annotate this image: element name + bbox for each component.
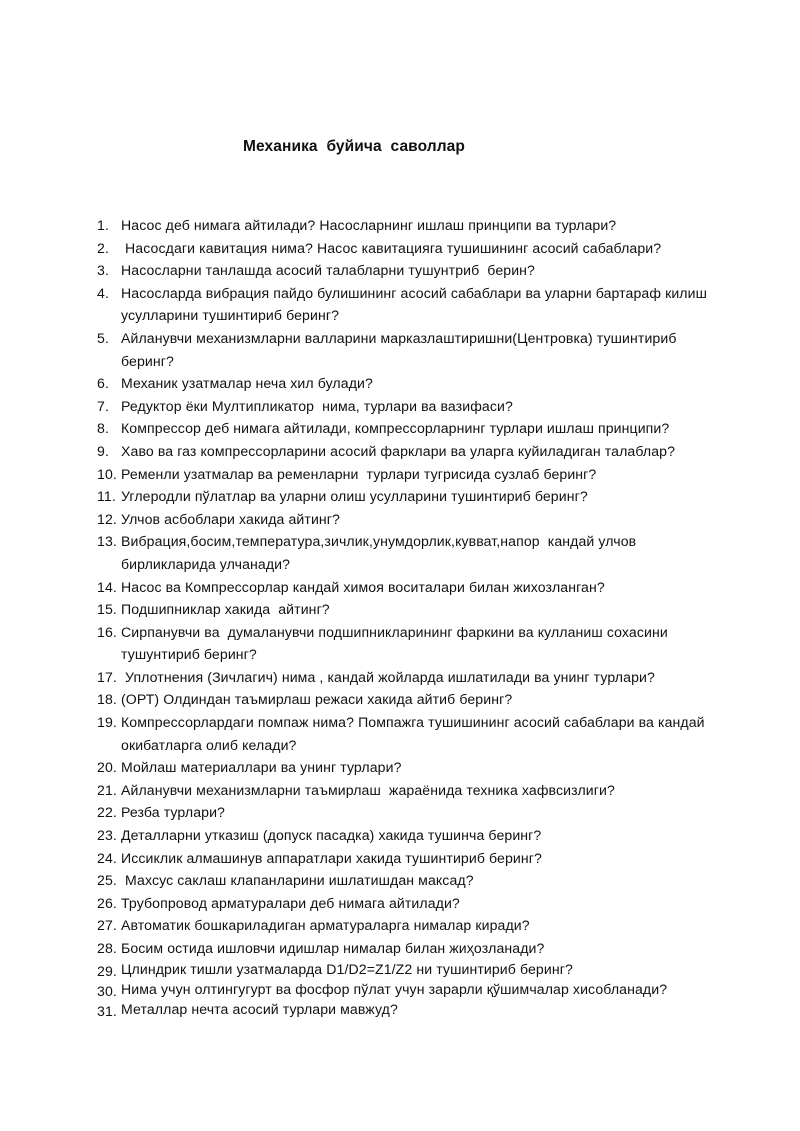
question-item [97, 214, 717, 237]
question-number: 5. [97, 329, 109, 346]
question-item [97, 801, 717, 824]
question-number: 3. [97, 262, 109, 279]
question-item [97, 914, 717, 937]
question-number: 21. [97, 781, 117, 798]
question-number: 11. [97, 488, 116, 505]
question-text: Улчов асбоблари хакида айтинг? [121, 510, 340, 527]
question-text: Компрессорлардаги помпаж нима? Помпажга тушишининг асосий сабаблари ва кандай окибатларга олиб келади? [121, 714, 709, 753]
question-text: Металлар нечта асосий турлари мавжуд? [121, 1000, 398, 1017]
question-item [97, 372, 717, 395]
question-number: 7. [97, 397, 109, 414]
question-item [97, 485, 717, 508]
question-text: Цлиндрик тишли узатмаларда D1/D2=Z1/Z2 ни тушинтириб беринг? [121, 960, 573, 977]
question-number: 4. [97, 284, 109, 301]
question-text: Редуктор ёки Мултипликатор нима, турлари ва вазифаси? [121, 397, 513, 414]
question-number: 29. [97, 962, 117, 979]
question-item [97, 417, 717, 440]
question-item [97, 530, 717, 575]
question-number: 20. [97, 759, 117, 776]
question-text: Подшипниклар хакида айтинг? [121, 601, 330, 618]
question-number: 9. [97, 442, 109, 459]
question-item [97, 576, 717, 599]
question-number: 31. [97, 1002, 117, 1019]
question-number: 6. [97, 375, 109, 392]
question-item [97, 779, 717, 802]
question-text: Насосдаги кавитация нима? Насос кавитацияга тушишининг асосий сабаблари? [121, 239, 662, 256]
question-text: Насос деб нимага айтилади? Насосларнинг ишлаш принципи ва турлари? [121, 217, 617, 233]
question-text: Уплотнения (Зичлагич) нима , кандай жойларда ишлатилади ва унинг турлари? [121, 668, 655, 685]
question-item [97, 237, 717, 260]
question-item [97, 960, 717, 980]
question-text: Айланувчи механизмларни валларини марказлаштиришни(Центровка) тушинтириб беринг? [121, 329, 681, 369]
question-item [97, 440, 717, 463]
question-number: 17. [97, 668, 117, 685]
question-text: Махсус саклаш клапанларини ишлатишдан максад? [121, 872, 474, 889]
question-item [97, 869, 717, 892]
question-text: Автоматик бошкариладиган арматураларга нималар киради? [121, 917, 530, 934]
question-text: Насос ва Компрессорлар кандай химоя воситалари билан жихозланган? [121, 578, 605, 595]
question-text: Хаво ва газ компрессорларини асосий фарклари ва уларга куйиладиган талаблар? [121, 442, 676, 459]
question-text: Мойлаш материаллари ва унинг турлари? [121, 759, 402, 776]
question-number: 14. [97, 578, 117, 595]
question-number: 19. [97, 714, 117, 731]
question-item [97, 980, 717, 1000]
question-item [97, 463, 717, 486]
question-text: Сирпанувчи ва думаланувчи подшипникларининг фаркини ва кулланиш сохасини тушунтириб беринг? [121, 623, 672, 663]
question-number: 16. [97, 623, 117, 640]
question-text: Насосларда вибрация пайдо булишининг асосий сабаблари ва уларни бартараф килиш усулларини тушинтириб беринг? [121, 284, 712, 324]
question-item [97, 598, 717, 621]
question-number: 18. [97, 691, 117, 708]
question-text: Насосларни танлашда асосий талабларни тушунтриб берин? [121, 262, 535, 279]
question-number: 1. [97, 217, 109, 233]
question-number: 27. [97, 917, 117, 934]
question-item [97, 711, 717, 756]
document-title: Механика буйича саволлар [243, 138, 465, 155]
question-item [97, 666, 717, 689]
question-number: 2. [97, 239, 109, 256]
question-item [97, 824, 717, 847]
question-number: 22. [97, 804, 117, 821]
question-number: 30. [97, 982, 117, 999]
question-text: Механик узатмалар неча хил булади? [121, 375, 373, 392]
question-text: Нима учун олтингугурт ва фосфор пўлат учун зарарли қўшимчалар хисобланади? [121, 980, 668, 997]
question-item [97, 756, 717, 779]
question-item [97, 847, 717, 870]
question-text: Резба турлари? [121, 804, 225, 821]
question-text: Иссиклик алмашинув аппаратлари хакида тушинтириб беринг? [121, 849, 542, 866]
question-item [97, 937, 717, 960]
question-item [97, 688, 717, 711]
question-number: 23. [97, 827, 117, 844]
question-item [97, 892, 717, 915]
question-text: Трубопровод арматуралари деб нимага айтилади? [121, 894, 460, 911]
question-item [97, 621, 717, 666]
question-text: Ременли узатмалар ва ременларни турлари тугрисида сузлаб беринг? [121, 465, 597, 482]
question-item [97, 259, 717, 282]
question-list [97, 214, 717, 1020]
question-number: 24. [97, 849, 117, 866]
question-number: 13. [97, 533, 117, 550]
question-text: Вибрация,босим,температура,зичлик,унумдорлик,кувват,напор кандай улчов бирликларида улчанади? [121, 533, 641, 572]
question-item [97, 395, 717, 418]
question-text: Углеродли пўлатлар ва уларни олиш усулларини тушинтириб беринг? [121, 488, 588, 505]
question-number: 12. [97, 510, 117, 527]
question-number: 10. [97, 465, 117, 482]
question-number: 26. [97, 894, 117, 911]
question-item [97, 327, 717, 372]
question-text: (ОРТ) Олдиндан таъмирлаш режаси хакида айтиб беринг? [121, 691, 513, 708]
question-item [97, 508, 717, 531]
question-number: 25. [97, 872, 117, 889]
question-item [97, 1000, 717, 1020]
question-text: Айланувчи механизмларни таъмирлаш жараёнида техника хафвсизлиги? [121, 781, 615, 798]
question-item [97, 282, 717, 327]
question-number: 28. [97, 940, 117, 956]
question-text: Деталларни утказиш (допуск пасадка) хакида тушинча беринг? [121, 827, 542, 844]
question-number: 8. [97, 420, 109, 437]
question-text: Босим остида ишловчи идишлар нималар билан жиҳозланади? [121, 940, 545, 956]
question-text: Компрессор деб нимага айтилади, компрессорларнинг турлари ишлаш принципи? [121, 420, 670, 437]
question-number: 15. [97, 601, 117, 618]
